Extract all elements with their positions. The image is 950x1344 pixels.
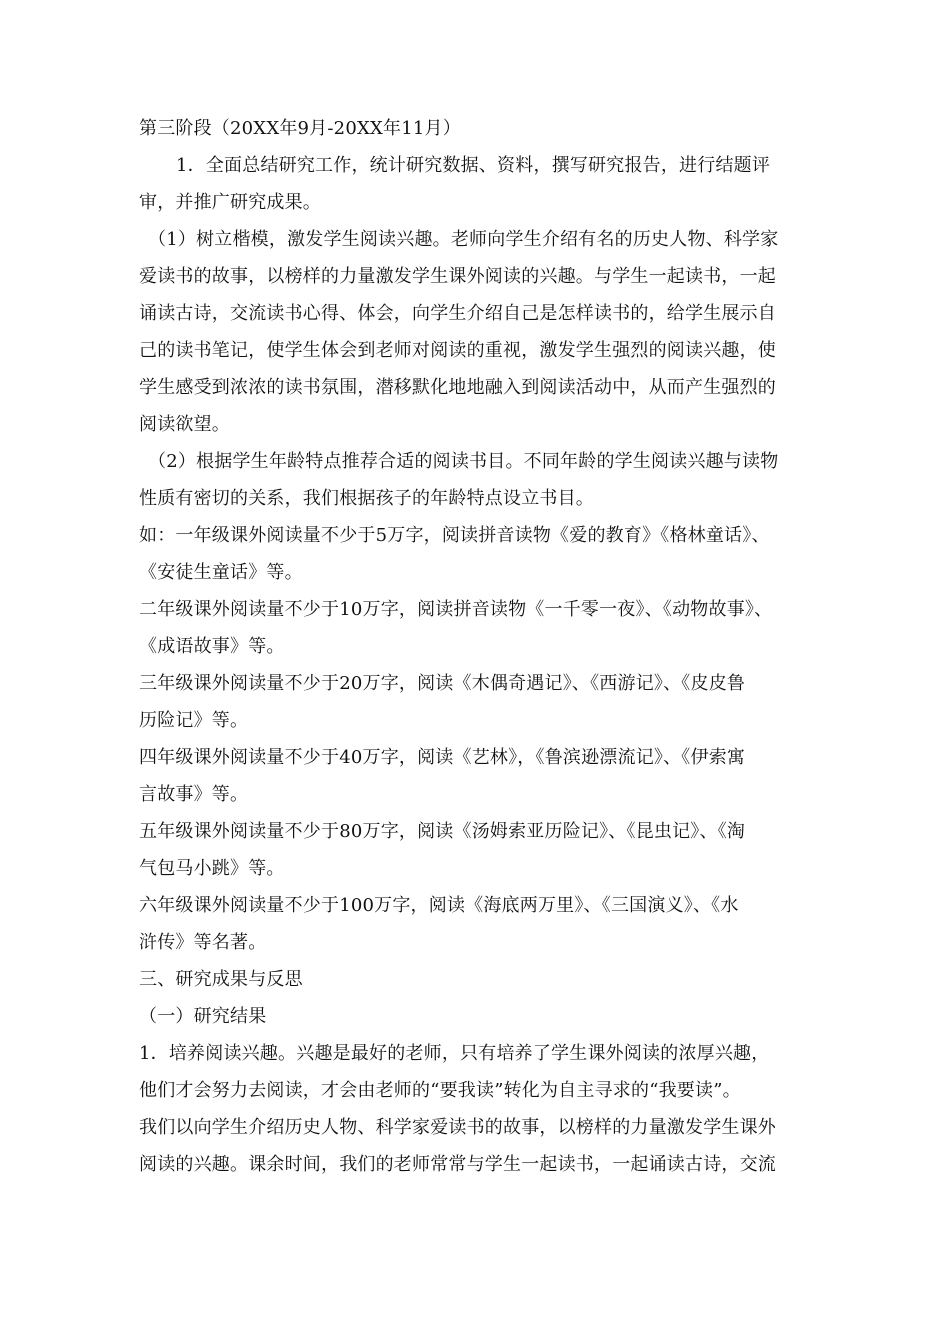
paragraph-line: 我们以向学生介绍历史人物、科学家爱读书的故事，以榜样的力量激发学生课外: [139, 1117, 776, 1138]
paragraph-line: 浒传》等名著。: [139, 932, 267, 953]
paragraph-line: 诵读古诗，交流读书心得、体会，向学生介绍自己是怎样读书的，给学生展示自: [139, 303, 776, 324]
subsection-heading: （一）研究结果: [139, 1006, 267, 1027]
paragraph-line: 四年级课外阅读量不少于40万字，阅读《艺林》，《鲁滨逊漂流记》、《伊索寓: [139, 747, 746, 768]
stage-heading: 第三阶段（20XX年9月-20XX年11月）: [139, 118, 461, 139]
paragraph-line: 他们才会努力去阅读，才会由老师的“要我读”转化为自主寻求的“我要读”。: [139, 1080, 741, 1101]
paragraph-line: 阅读的兴趣。课余时间，我们的老师常常与学生一起读书，一起诵读古诗，交流: [139, 1154, 776, 1175]
paragraph-line: 1．全面总结研究工作，统计研究数据、资料，撰写研究报告，进行结题评: [176, 155, 771, 176]
paragraph-line: 性质有密切的关系，我们根据孩子的年龄特点设立书目。: [139, 488, 594, 509]
paragraph-line: 历险记》等。: [139, 710, 249, 731]
paragraph-line: 阅读欲望。: [139, 414, 230, 435]
paragraph-line: 五年级课外阅读量不少于80万字，阅读《汤姆索亚历险记》、《昆虫记》、《淘: [139, 821, 746, 842]
paragraph-line: 六年级课外阅读量不少于100万字，阅读《海底两万里》、《三国演义》、《水: [139, 895, 739, 916]
paragraph-line: 三年级课外阅读量不少于20万字，阅读《木偶奇遇记》、《西游记》、《皮皮鲁: [139, 673, 746, 694]
paragraph-line: 言故事》等。: [139, 784, 249, 805]
paragraph-line: 气包马小跳》等。: [139, 858, 285, 879]
paragraph-line: （1）树立楷模，激发学生阅读兴趣。老师向学生介绍有名的历史人物、科学家: [148, 229, 779, 250]
paragraph-line: 己的读书笔记，使学生体会到老师对阅读的重视，激发学生强烈的阅读兴趣，使: [139, 340, 776, 361]
paragraph-line: （2）根据学生年龄特点推荐合适的阅读书目。不同年龄的学生阅读兴趣与读物: [148, 451, 779, 472]
paragraph-line: 爱读书的故事，以榜样的力量激发学生课外阅读的兴趣。与学生一起读书，一起: [139, 266, 776, 287]
section-heading: 三、研究成果与反思: [139, 969, 303, 990]
paragraph-line: 《成语故事》等。: [139, 636, 285, 657]
paragraph-line: 二年级课外阅读量不少于10万字，阅读拼音读物《一千零一夜》、《动物故事》、: [139, 599, 773, 620]
paragraph-line: 如：一年级课外阅读量不少于5万字，阅读拼音读物《爱的教育》《格林童话》、: [139, 525, 770, 546]
paragraph-line: 学生感受到浓浓的读书氛围，潜移默化地地融入到阅读活动中，从而产生强烈的: [139, 377, 776, 398]
paragraph-line: 《安徒生童话》等。: [139, 562, 303, 583]
paragraph-line: 审，并推广研究成果。: [139, 192, 321, 213]
paragraph-line: 1．培养阅读兴趣。兴趣是最好的老师，只有培养了学生课外阅读的浓厚兴趣，: [139, 1043, 770, 1064]
